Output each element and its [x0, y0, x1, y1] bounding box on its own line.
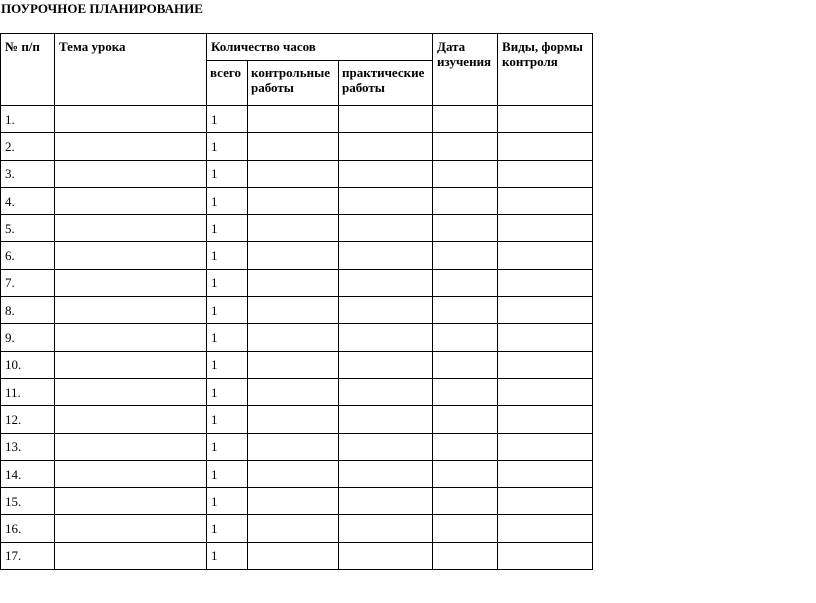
header-date: Дата изучения — [433, 34, 498, 106]
row-number-cell: 16. — [1, 515, 55, 542]
row-forms-cell — [498, 215, 593, 242]
row-practical-cell — [339, 133, 433, 160]
row-total-cell: 1 — [207, 460, 248, 487]
row-forms-cell — [498, 542, 593, 569]
row-topic-cell — [55, 106, 207, 133]
row-topic-cell — [55, 406, 207, 433]
row-date-cell — [433, 297, 498, 324]
row-number-cell: 2. — [1, 133, 55, 160]
row-control-cell — [248, 160, 339, 187]
row-date-cell — [433, 406, 498, 433]
row-control-cell — [248, 515, 339, 542]
row-topic-cell — [55, 515, 207, 542]
row-control-cell — [248, 433, 339, 460]
row-practical-cell — [339, 515, 433, 542]
row-forms-cell — [498, 351, 593, 378]
table-row — [1, 106, 593, 133]
row-total-cell: 1 — [207, 269, 248, 296]
row-forms-cell — [498, 269, 593, 296]
row-practical-cell — [339, 378, 433, 405]
table-row — [1, 378, 593, 405]
header-row-1 — [1, 34, 593, 61]
row-forms-cell — [498, 433, 593, 460]
row-forms-cell — [498, 133, 593, 160]
row-practical-cell — [339, 324, 433, 351]
row-date-cell — [433, 242, 498, 269]
header-topic: Тема урока — [55, 34, 207, 106]
row-total-cell: 1 — [207, 187, 248, 214]
header-control: контрольные работы — [248, 61, 339, 106]
row-date-cell — [433, 488, 498, 515]
table-row — [1, 433, 593, 460]
table-row — [1, 406, 593, 433]
row-practical-cell — [339, 351, 433, 378]
header-practical: практические работы — [339, 61, 433, 106]
row-forms-cell — [498, 488, 593, 515]
row-date-cell — [433, 351, 498, 378]
row-number-cell: 12. — [1, 406, 55, 433]
row-number-cell: 9. — [1, 324, 55, 351]
header-total: всего — [207, 61, 248, 106]
table-row — [1, 242, 593, 269]
row-practical-cell — [339, 187, 433, 214]
row-number-cell: 8. — [1, 297, 55, 324]
row-date-cell — [433, 215, 498, 242]
row-date-cell — [433, 515, 498, 542]
row-topic-cell — [55, 297, 207, 324]
header-hours: Количество часов — [207, 34, 433, 61]
row-forms-cell — [498, 106, 593, 133]
row-number-cell: 15. — [1, 488, 55, 515]
row-date-cell — [433, 378, 498, 405]
row-date-cell — [433, 160, 498, 187]
row-date-cell — [433, 269, 498, 296]
row-total-cell: 1 — [207, 406, 248, 433]
row-control-cell — [248, 351, 339, 378]
row-control-cell — [248, 542, 339, 569]
row-topic-cell — [55, 460, 207, 487]
row-practical-cell — [339, 106, 433, 133]
row-number-cell: 7. — [1, 269, 55, 296]
row-date-cell — [433, 133, 498, 160]
table-row — [1, 297, 593, 324]
row-date-cell — [433, 542, 498, 569]
row-total-cell: 1 — [207, 324, 248, 351]
row-number-cell: 10. — [1, 351, 55, 378]
row-practical-cell — [339, 460, 433, 487]
row-practical-cell — [339, 297, 433, 324]
table-row — [1, 488, 593, 515]
table-row — [1, 269, 593, 296]
row-total-cell: 1 — [207, 542, 248, 569]
row-date-cell — [433, 106, 498, 133]
row-number-cell: 17. — [1, 542, 55, 569]
table-row — [1, 324, 593, 351]
table-row — [1, 187, 593, 214]
row-number-cell: 14. — [1, 460, 55, 487]
row-number-cell: 6. — [1, 242, 55, 269]
row-forms-cell — [498, 460, 593, 487]
row-topic-cell — [55, 433, 207, 460]
header-number: № п/п — [1, 34, 55, 106]
row-number-cell: 13. — [1, 433, 55, 460]
row-forms-cell — [498, 187, 593, 214]
row-date-cell — [433, 460, 498, 487]
row-topic-cell — [55, 133, 207, 160]
row-control-cell — [248, 242, 339, 269]
row-number-cell: 1. — [1, 106, 55, 133]
row-forms-cell — [498, 324, 593, 351]
table-row — [1, 351, 593, 378]
row-control-cell — [248, 106, 339, 133]
row-total-cell: 1 — [207, 297, 248, 324]
table-row — [1, 542, 593, 569]
row-date-cell — [433, 433, 498, 460]
row-control-cell — [248, 406, 339, 433]
row-total-cell: 1 — [207, 351, 248, 378]
row-practical-cell — [339, 160, 433, 187]
row-control-cell — [248, 488, 339, 515]
row-forms-cell — [498, 378, 593, 405]
row-topic-cell — [55, 351, 207, 378]
row-forms-cell — [498, 406, 593, 433]
row-number-cell: 5. — [1, 215, 55, 242]
row-forms-cell — [498, 242, 593, 269]
row-control-cell — [248, 215, 339, 242]
row-control-cell — [248, 269, 339, 296]
row-topic-cell — [55, 488, 207, 515]
row-topic-cell — [55, 160, 207, 187]
row-topic-cell — [55, 542, 207, 569]
document-title: ПОУРОЧНОЕ ПЛАНИРОВАНИЕ — [1, 1, 203, 16]
row-number-cell: 11. — [1, 378, 55, 405]
row-total-cell: 1 — [207, 488, 248, 515]
row-total-cell: 1 — [207, 215, 248, 242]
row-practical-cell — [339, 488, 433, 515]
row-date-cell — [433, 324, 498, 351]
row-total-cell: 1 — [207, 133, 248, 160]
row-number-cell: 4. — [1, 187, 55, 214]
row-forms-cell — [498, 515, 593, 542]
row-number-cell: 3. — [1, 160, 55, 187]
row-total-cell: 1 — [207, 160, 248, 187]
row-total-cell: 1 — [207, 515, 248, 542]
row-practical-cell — [339, 433, 433, 460]
row-practical-cell — [339, 406, 433, 433]
header-forms: Виды, формы контроля — [498, 34, 593, 106]
row-forms-cell — [498, 297, 593, 324]
row-control-cell — [248, 187, 339, 214]
row-topic-cell — [55, 269, 207, 296]
row-practical-cell — [339, 242, 433, 269]
row-total-cell: 1 — [207, 433, 248, 460]
row-control-cell — [248, 133, 339, 160]
row-total-cell: 1 — [207, 378, 248, 405]
row-topic-cell — [55, 378, 207, 405]
table-row — [1, 133, 593, 160]
row-topic-cell — [55, 215, 207, 242]
row-total-cell: 1 — [207, 106, 248, 133]
lesson-plan-table — [0, 33, 593, 570]
row-forms-cell — [498, 160, 593, 187]
row-date-cell — [433, 187, 498, 214]
row-total-cell: 1 — [207, 242, 248, 269]
row-topic-cell — [55, 242, 207, 269]
table-row — [1, 460, 593, 487]
row-practical-cell — [339, 542, 433, 569]
row-practical-cell — [339, 269, 433, 296]
row-control-cell — [248, 460, 339, 487]
row-control-cell — [248, 378, 339, 405]
row-topic-cell — [55, 187, 207, 214]
row-practical-cell — [339, 215, 433, 242]
row-topic-cell — [55, 324, 207, 351]
row-control-cell — [248, 324, 339, 351]
table-row — [1, 515, 593, 542]
table-row — [1, 160, 593, 187]
table-row — [1, 215, 593, 242]
row-control-cell — [248, 297, 339, 324]
